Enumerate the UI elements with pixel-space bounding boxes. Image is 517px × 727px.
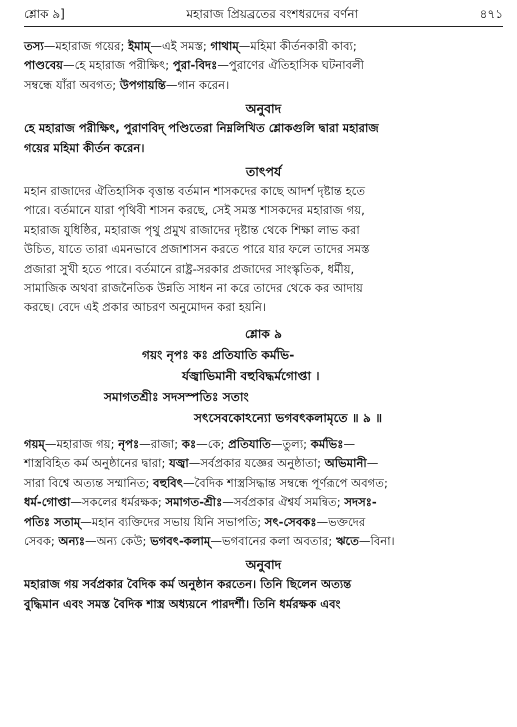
verse-block [24,324,503,429]
synonym-line [24,435,503,454]
verse-reference: শ্লোক ৯] [24,7,65,21]
synonym-line [24,513,503,532]
purport-text [24,182,503,318]
gloss-text: —সকলের ধর্মরক্ষক; [70,495,166,510]
gloss-text: —মহারাজ গয়ের; [43,39,129,53]
intro-line [24,76,503,95]
translation-line: হে মহারাজ পরীক্ষিৎ, পুরাণবিদ্‌ পণ্ডিতেরা নিম্নলিখিত শ্লোকগুলি দ্বারা মহারাজ [24,121,379,136]
intro-line [24,56,503,75]
page-number: ৪৭১ [479,7,503,21]
gloss-text: —গান করেন। [165,77,230,92]
translation-heading: অনুবাদ [245,101,282,117]
verse-line: সমাগতশ্রীঃ সদসস্পতিঃ সতাং [104,389,249,404]
gloss-text: — [366,456,379,471]
synonym-line [24,454,503,473]
sanskrit-term: ইমাম্ [128,39,151,53]
purport-heading: তাৎপর্য [245,164,282,180]
gloss-text: —পুরাণের ঐতিহাসিক ঘটনাবলী [217,58,364,73]
purport-line: পারে। বর্তমানে যারা পৃথিবী শাসন করছে, সেই সমস্ত শাসকদের মহারাজ গয়, [24,203,365,218]
sanskrit-term: কঃ [181,436,197,451]
translation-line: মহারাজ গয় সর্বপ্রকার বৈদিক কর্ম অনুষ্ঠান করতেন। তিনি ছিলেন অত্যন্ত [24,577,352,592]
gloss-text: —মহিমা কীর্তনকারী কাব্য; [238,39,357,53]
synonym-line [24,474,503,493]
synonym-line [24,493,503,512]
translation-text [24,575,503,614]
sanskrit-term: তস্য [24,39,44,53]
sanskrit-term: ধর্ম-গোপ্তা [24,495,71,510]
sanskrit-term: যজ্বা [169,456,189,471]
gloss-text: সেবক; [24,533,59,548]
translation-line: বুদ্ধিমান এবং সমস্ত বৈদিক শাস্ত্র অধ্যয়নে পারদর্শী। তিনি ধর্মরক্ষক এবং [24,596,341,611]
sanskrit-term: সদসঃ- [344,495,377,510]
gloss-text: —তুল্য; [270,436,311,451]
gloss-text: —বিনা। [358,533,395,548]
sanskrit-term: গয়ম্ [24,436,45,451]
purport-line: প্রজারা সুখী হতে পারে। বর্তমানে রাষ্ট্র-সরকার প্রজাদের সাংস্কৃতিক, ধর্মীয়, [24,261,355,276]
sanskrit-term: পুরা-বিদঃ [172,58,218,73]
gloss-text: —এই সমস্ত; [150,39,211,53]
sanskrit-term: ভগবৎ-কলাম্ [150,533,211,548]
gloss-text: —কে; [196,436,229,451]
gloss-text: —রাজা; [139,436,182,451]
gloss-text: —সর্বপ্রকার ঐশ্বর্য সমন্বিত; [222,495,345,510]
verse-line: সৎসেবকোঽন্যো ভগবৎকলামৃতে ॥ ৯ ॥ [194,410,383,425]
sanskrit-term: ঋতে [335,533,359,548]
purport-line: উচিত, যাতে তারা এমনভাবে প্রজাশাসন করতে পারে যার ফলে তাদের সমস্ত [24,242,370,257]
gloss-text: —বৈদিক শাস্ত্রসিদ্ধান্ত সম্বন্ধে পূর্ণরূপে অবগত; [182,475,388,490]
sanskrit-term: অন্যঃ [58,533,86,548]
purport-line: মহান রাজাদের ঐতিহাসিক বৃত্তান্ত বর্তমান শাসকদের কাছে আদর্শ দৃষ্টান্ত হতে [24,184,366,199]
gloss-text: —ভগবানের কলা অবতার; [210,533,336,548]
verse-heading: শ্লোক ৯ [244,326,283,341]
gloss-text: —অন্য কেউ; [85,533,151,548]
sanskrit-term: উপগায়ন্তি [119,77,166,92]
gloss-text: —সর্বপ্রকার যজ্ঞের অনুষ্ঠাতা; [188,456,325,471]
gloss-text: —ভক্তদের [316,514,366,529]
sanskrit-term: কর্মভিঃ [310,436,344,451]
sanskrit-term: সৎ-সেবকঃ [264,514,317,529]
sanskrit-term: বহুবিৎ [153,475,183,490]
gloss-text: —হে মহারাজ পরীক্ষিৎ; [63,58,173,73]
intro-synonyms [24,37,503,95]
sanskrit-term: সমাগত-শ্রীঃ [165,495,223,510]
gloss-text: —মহান ব্যক্তিদের সভায় যিনি সভাপতি; [80,514,265,529]
sanskrit-term: অভিমানী [324,456,367,471]
purport-line: সামাজিক অথবা রাজনৈতিক উন্নতি সাধন না করে তাদের থেকে কর আদায় [24,281,363,296]
translation-heading: অনুবাদ [245,557,282,573]
sanskrit-term: প্রতিযাতি [228,436,271,451]
synonym-line [24,532,503,551]
synonyms [24,435,503,551]
verse-line: র্যজ্বাভিমানী বহুবিদ্ধর্মগোপ্তা । [182,368,320,383]
gloss-text: — [343,436,356,451]
gloss-text: সম্বন্ধে যাঁরা অবগত; [24,77,120,92]
chapter-title: মহারাজ প্রিয়ব্রতের বংশধরদের বর্ণনা [186,7,359,21]
sanskrit-term: গাথাম্ [210,39,239,53]
gloss-text: সারা বিশ্বে অত্যন্ত সম্মানিত; [24,475,154,490]
verse-line: গয়ং নৃপঃ কঃ প্রতিযাতি কর্মভি- [142,347,295,362]
intro-line [24,37,503,56]
translation-text [24,119,503,158]
gloss-text: —মহারাজ গয়; [44,436,119,451]
purport-line: মহারাজ যুধিষ্ঠির, মহারাজ পৃথু প্রমুখ রাজাদের দৃষ্টান্ত থেকে শিক্ষা লাভ করা [24,222,360,237]
sanskrit-term: নৃপঃ [118,436,140,451]
sanskrit-term: পাণ্ডবেয় [24,58,64,73]
sanskrit-term: পতিঃ সতাম্ [24,514,81,529]
gloss-text: শাস্ত্রবিহিত কর্ম অনুষ্ঠানের দ্বারা; [24,456,170,471]
translation-line: গয়ের মহিমা কীর্তন করেন। [24,140,145,155]
purport-line: করছে। বেদে এই প্রকার আচরণ অনুমোদন করা হয়নি। [24,300,267,315]
running-header [24,6,503,27]
